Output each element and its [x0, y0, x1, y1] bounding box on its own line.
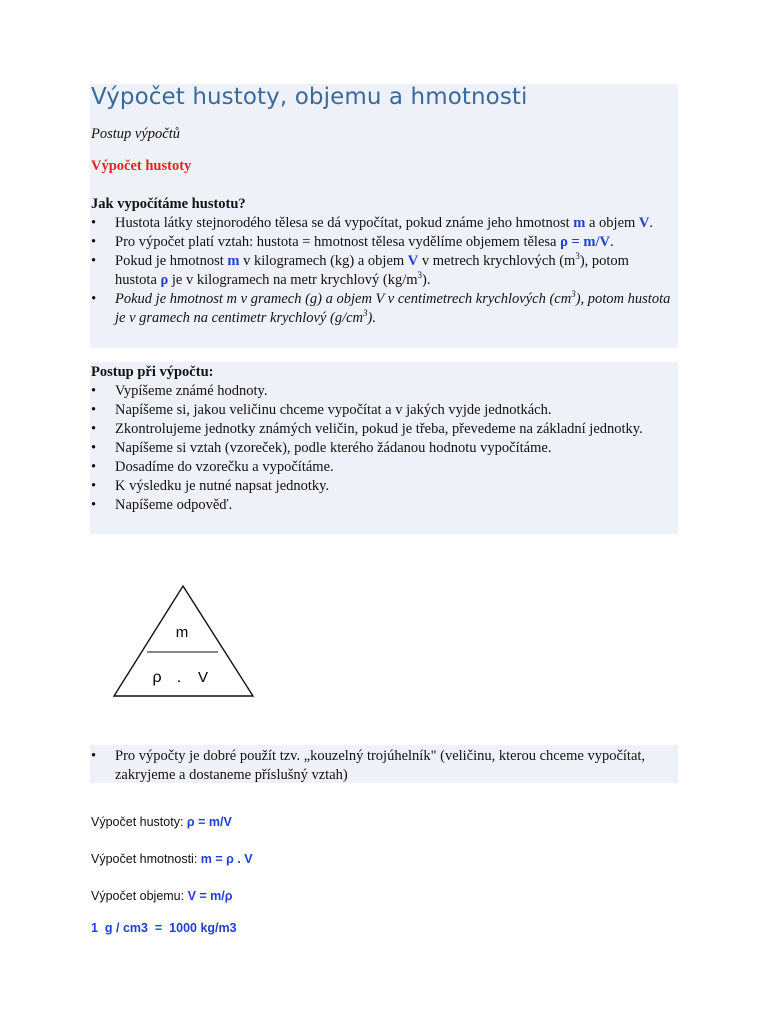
- density-bullet-list: [91, 214, 671, 328]
- density-question: Jak vypočítáme hustotu?: [91, 196, 246, 212]
- list-item: • Pokud je hmotnost m v kilogramech (kg) a objem V v metrech krychlových $(m^3)$, potom hustota ρ je v kilogramech na metr krychlový $(kg/m^3)$.: [91, 252, 671, 290]
- formula-density: Výpočet hustoty: ρ = m/V: [91, 815, 232, 829]
- note-list: [91, 747, 671, 785]
- list-item: • Dosadíme do vzorečku a vypočítáme.: [91, 458, 671, 477]
- list-item: • Napíšeme si vztah (vzoreček), podle kterého žádanou hodnotu vypočítáme.: [91, 439, 671, 458]
- list-item: • Hustota látky stejnorodého tělesa se dá vypočítat, pokud známe jeho hmotnost m a objem V.: [91, 214, 671, 233]
- page-title: Výpočet hustoty, objemu a hmotnosti: [91, 84, 528, 110]
- procedure-heading: Postup při výpočtu:: [91, 364, 214, 380]
- list-item: • Zkontrolujeme jednotky známých veličin, pokud je třeba, převedeme na základní jednotky.: [91, 420, 671, 439]
- list-item: • Napíšeme odpověď.: [91, 496, 671, 515]
- list-item: • Vypíšeme známé hodnoty.: [91, 382, 671, 401]
- triangle-dot-label: .: [176, 669, 182, 686]
- triangle-volume-label: V: [197, 669, 209, 686]
- formula-mass: Výpočet hmotnosti: m = ρ . V: [91, 852, 253, 866]
- list-item: • Pokud je hmotnost m v gramech (g) a objem V v centimetrech krychlových $(cm^3)$, potom hustota je v gramech na centimetr krychlový $(g/cm^3)$.: [91, 290, 671, 328]
- procedure-step-list: [91, 382, 671, 515]
- density-heading: Výpočet hustoty: [91, 158, 192, 174]
- unit-conversion: 1 g / cm3 = 1000 kg/m3: [91, 921, 237, 935]
- formula-volume: Výpočet objemu: V = m/ρ: [91, 889, 233, 903]
- list-item: • Pro výpočet platí vztah: hustota = hmotnost tělesa vydělíme objemem tělesa ρ = m/V.: [91, 233, 671, 252]
- triangle-outline: [114, 586, 253, 696]
- triangle-mass-label: m: [175, 624, 189, 641]
- magic-triangle-diagram: [110, 582, 260, 702]
- list-item: • Napíšeme si, jakou veličinu chceme vypočítat a v jakých vyjde jednotkách.: [91, 401, 671, 420]
- list-item: • K výsledku je nutné napsat jednotky.: [91, 477, 671, 496]
- triangle-density-label: ρ: [152, 669, 162, 686]
- list-item: • Pro výpočty je dobré použít tzv. „kouzelný trojúhelník" (veličinu, kterou chceme vypočítat, zakryjeme a dostaneme příslušný vztah): [91, 747, 671, 785]
- subtitle: Postup výpočtů: [91, 126, 180, 142]
